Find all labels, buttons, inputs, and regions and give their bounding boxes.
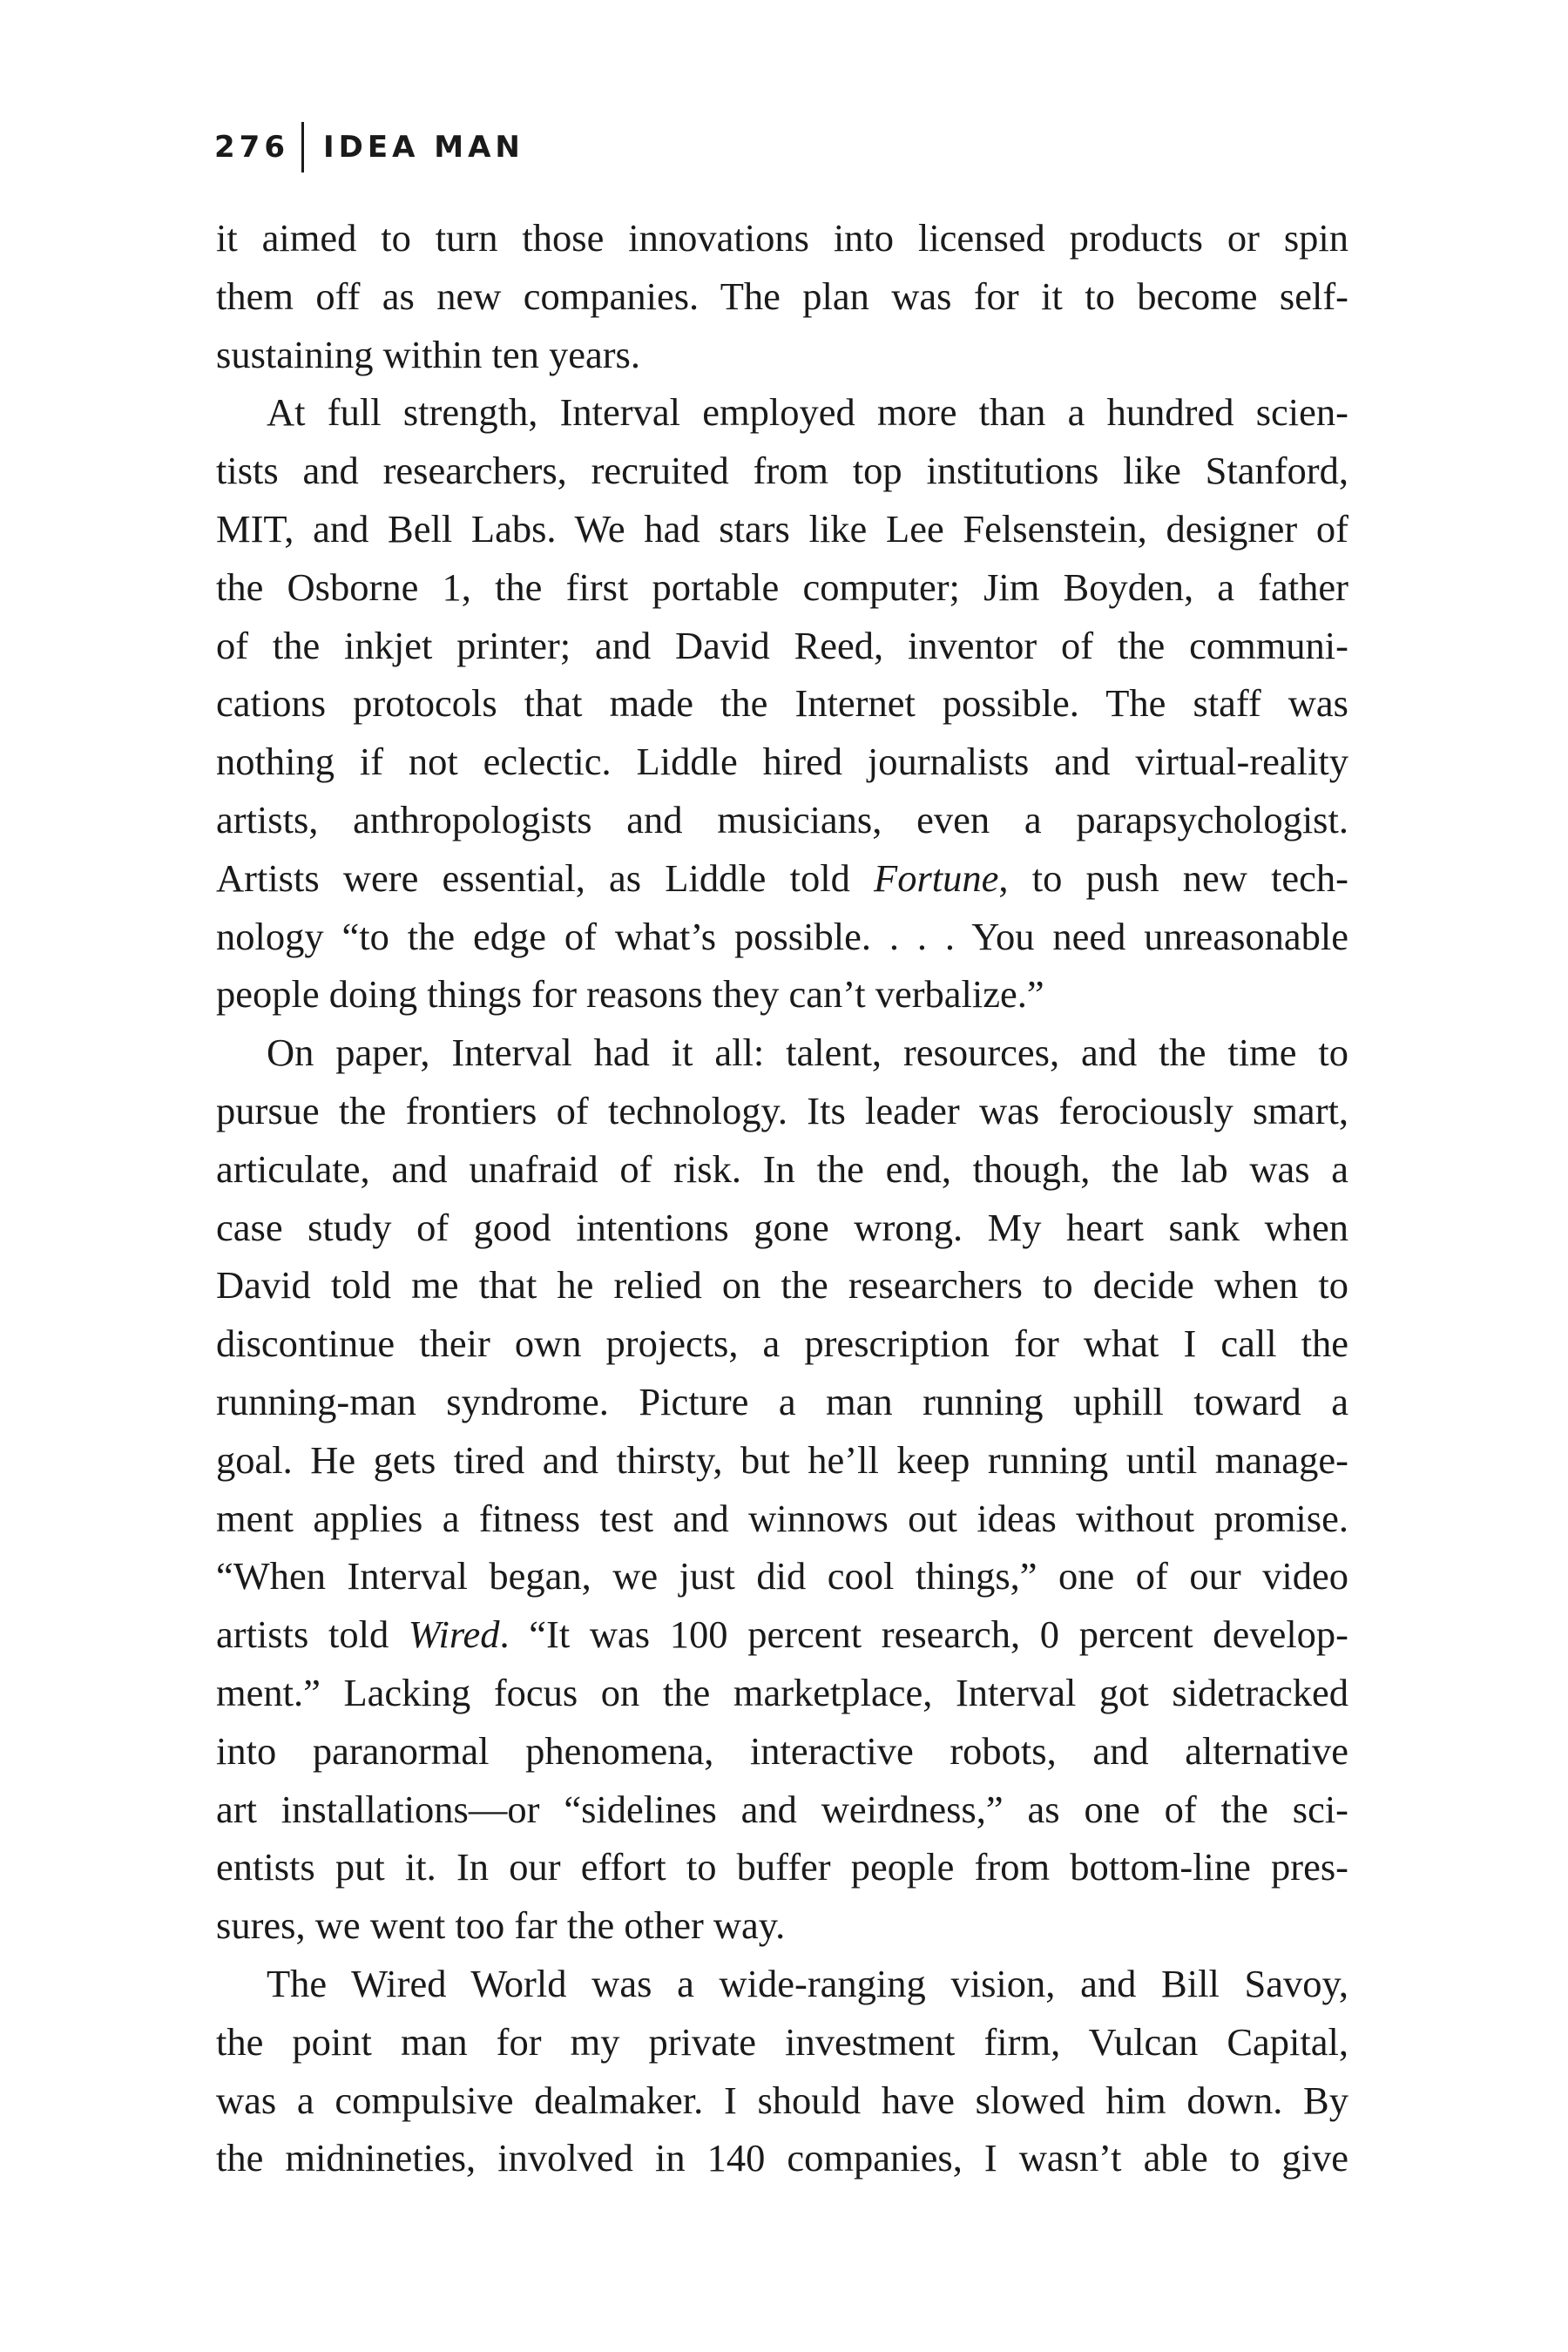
text-line: nothing if not eclectic. Liddle hired journalists and virtual-reality [216,740,1348,784]
text-line: pursue the frontiers of technology. Its leader was ferociously smart, [216,1088,1348,1132]
paragraph [216,1024,1348,1955]
text-line: running-man syndrome. Picture a man running uphill toward a [216,1379,1348,1423]
paragraph [216,209,1348,383]
text-line: cations protocols that made the Internet possible. The staff was [216,681,1348,726]
text-line: “When Interval began, we just did cool things,” one of our video [216,1554,1348,1598]
text-line: them off as new companies. The plan was for it to become self- [216,274,1348,318]
page-number: 276 [214,130,289,165]
header-divider [301,122,304,172]
text-line: articulate, and unafraid of risk. In the end, though, the lab was a [216,1146,1348,1191]
text-line: nology “to the edge of what’s possible. . . . You need unreasonable [216,914,1348,958]
text-line: sures, we went too far the other way. [216,1903,786,1948]
text-line: entists put it. In our effort to buffer people from bottom-line pres- [216,1845,1348,1889]
text-line: ment applies a fitness test and winnows out ideas without promise. [216,1496,1348,1540]
italic-title: Wired [408,1612,500,1657]
italic-title: Fortune [874,855,999,900]
text-line: of the inkjet printer; and David Reed, inventor of the communi- [216,623,1348,667]
text-line: people doing things for reasons they can’t verbalize.” [216,972,1044,1017]
text-line: into paranormal phenomena, interactive robots, and alternative [216,1728,1348,1773]
text-line: the midnineties, involved in 140 companies, I wasn’t able to give [216,2136,1348,2180]
text-line: artists told Wired. “It was 100 percent research, 0 percent develop- [216,1612,1348,1657]
text-line: David told me that he relied on the researchers to decide when to [216,1263,1348,1308]
paragraph [216,383,1348,1024]
text-line: the point man for my private investment firm, Vulcan Capital, [216,2019,1348,2064]
body-text [216,209,1348,2187]
running-head [214,122,524,172]
text-line: tists and researchers, recruited from top institutions like Stanford, [216,449,1348,493]
text-line: case study of good intentions gone wrong. My heart sank when [216,1205,1348,1249]
paragraph [216,1955,1348,2187]
text-line: artists, anthropologists and musicians, even a parapsychologist. [216,797,1348,841]
text-line: goal. He gets tired and thirsty, but he’ll keep running until manage- [216,1437,1348,1482]
text-line: On paper, Interval had it all: talent, resources, and the time to [267,1031,1348,1075]
book-title: IDEA MAN [322,130,524,165]
text-line: it aimed to turn those innovations into licensed products or spin [216,216,1348,260]
text-line: sustaining within ten years. [216,332,640,376]
text-line: the Osborne 1, the first portable computer; Jim Boyden, a father [216,564,1348,609]
text-line: MIT, and Bell Labs. We had stars like Lee Felsenstein, designer of [216,506,1348,551]
text-line: The Wired World was a wide-ranging vision, and Bill Savoy, [267,1961,1348,2005]
text-line: was a compulsive dealmaker. I should have slowed him down. By [216,2078,1348,2122]
text-line: art installations—or “sidelines and weirdness,” as one of the sci- [216,1787,1348,1831]
text-line: Artists were essential, as Liddle told Fortune, to push new tech- [216,855,1348,900]
text-line: discontinue their own projects, a prescription for what I call the [216,1321,1348,1366]
text-line: At full strength, Interval employed more than a hundred scien- [267,390,1348,435]
text-line: ment.” Lacking focus on the marketplace, Interval got sidetracked [216,1670,1348,1714]
